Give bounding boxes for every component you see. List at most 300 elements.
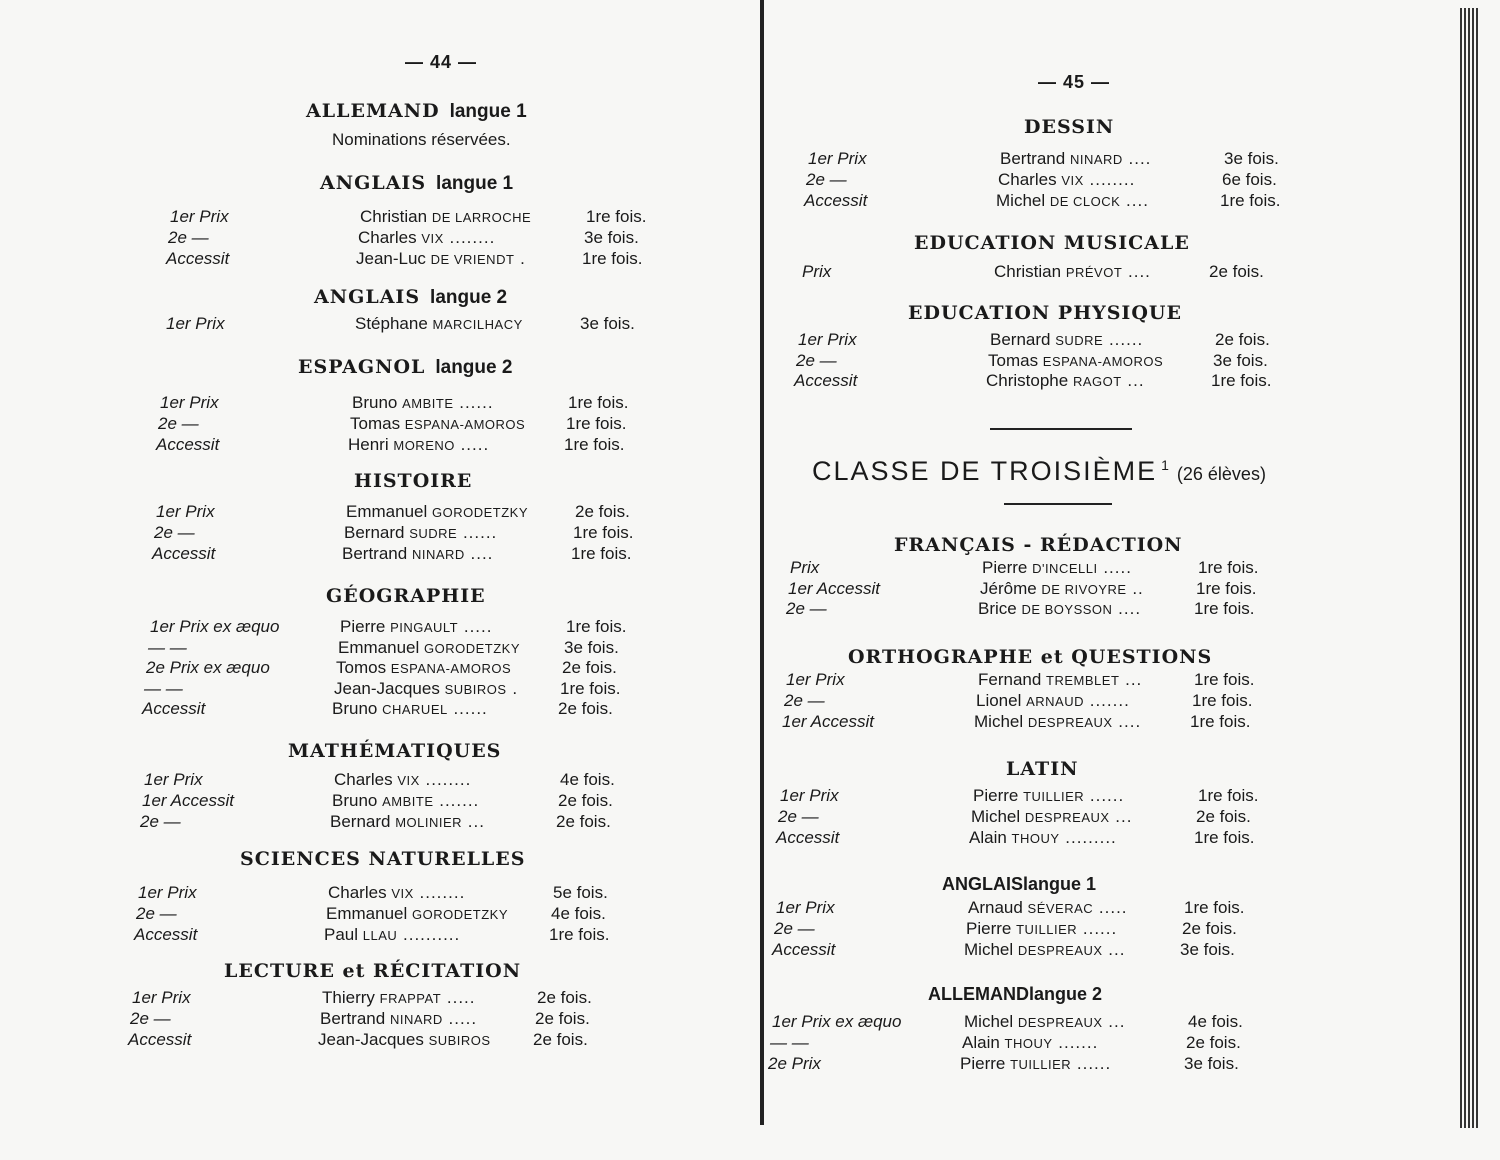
first-name: Arnaud [968, 898, 1028, 917]
times-count: 1re fois. [1198, 558, 1259, 577]
times-count: 1re fois. [568, 393, 629, 412]
leader-dots: ....... [1052, 1033, 1099, 1052]
section-title: GÉOGRAPHIE [326, 585, 486, 607]
last-name: SÉVERAC [1027, 901, 1094, 916]
leader-dots: .... [1112, 712, 1142, 731]
laureate-name [320, 1009, 477, 1029]
first-name: Charles [334, 770, 398, 789]
laureate-name [973, 786, 1124, 806]
leader-dots: ... [1102, 1012, 1126, 1031]
last-name: DESPREAUX [1024, 810, 1110, 825]
leader-dots: ...... [447, 699, 488, 718]
first-name: Pierre [966, 919, 1017, 938]
section-title: DESSIN [1024, 116, 1115, 138]
section-subtitle: langue 1 [449, 101, 527, 122]
footnote-mark: 1 [1161, 457, 1171, 473]
award-label: Prix [790, 558, 820, 577]
laureate-name [964, 940, 1125, 960]
laureate-name [324, 925, 460, 945]
laureate-name [334, 679, 518, 699]
section-heading [908, 302, 1182, 324]
first-name: Pierre [340, 617, 391, 636]
last-name: SUDRE [409, 526, 458, 541]
laureate-name [322, 988, 476, 1008]
award-label: Accessit [152, 544, 216, 563]
times-count: 3e fois. [584, 228, 639, 247]
laureate-name [960, 1054, 1111, 1074]
laureate-name [976, 691, 1130, 711]
class-title [812, 456, 1266, 487]
first-name: Bruno [332, 791, 383, 810]
leader-dots: ....... [433, 791, 480, 810]
leader-dots: ..... [1097, 558, 1132, 577]
last-name: MOLINIER [395, 815, 463, 830]
last-name: D'INCELLI [1032, 561, 1098, 576]
first-name: Michel [996, 191, 1050, 210]
page-number: — 45 — [1038, 72, 1111, 92]
award-label: 1er Prix [798, 330, 857, 349]
section-title: ESPAGNOL [298, 356, 426, 378]
laureate-name [350, 414, 525, 434]
times-count: 2e fois. [575, 502, 630, 521]
leader-dots: ... [1102, 940, 1126, 959]
laureate-name [358, 228, 495, 248]
first-name: Pierre [960, 1054, 1011, 1073]
laureate-name [342, 544, 493, 564]
last-name: VIX [391, 886, 414, 901]
leader-dots: ..... [454, 435, 490, 454]
first-name: Michel [964, 1012, 1018, 1031]
section-heading [314, 286, 507, 309]
first-name: Pierre [973, 786, 1024, 805]
first-name: Christophe [986, 371, 1073, 390]
times-count: 1re fois. [573, 523, 634, 542]
award-label: 2e — [784, 691, 825, 710]
laureate-name [332, 699, 488, 719]
award-label: 1er Prix [156, 502, 215, 521]
award-label: 2e — [806, 170, 847, 189]
last-name: FRAPPAT [379, 991, 442, 1006]
times-count: 2e fois. [556, 812, 611, 831]
section-title: SCIENCES NATURELLES [240, 848, 526, 870]
last-name: AMBITE [382, 794, 434, 809]
last-name: VIX [397, 773, 420, 788]
section-title: ANGLAIS [314, 286, 421, 308]
award-label: Accessit [772, 940, 836, 959]
award-label: 1er Accessit [142, 791, 234, 810]
award-label: 2e — [140, 812, 181, 831]
page-number: — 44 — [405, 52, 478, 72]
times-count: 2e fois. [533, 1030, 588, 1049]
first-name: Bertrand [342, 544, 412, 563]
laureate-name [988, 351, 1163, 371]
leader-dots: ... [1121, 371, 1145, 390]
laureate-name [986, 371, 1145, 391]
laureate-name [340, 617, 492, 637]
award-label: 1er Prix [780, 786, 839, 805]
section-heading [288, 740, 501, 762]
first-name: Emmanuel [338, 637, 424, 657]
right-page [768, 0, 1500, 1160]
award-label: 1er Prix [138, 883, 197, 902]
times-count: 6e fois. [1222, 170, 1277, 189]
laureate-name [1000, 149, 1151, 169]
first-name: Bernard [344, 523, 410, 542]
first-name: Christian [360, 207, 432, 226]
award-label: 1er Prix [776, 898, 835, 917]
award-label: 1er Prix ex æquo [772, 1012, 902, 1031]
leader-dots: ....... [1084, 691, 1130, 710]
section-title: ALLEMAND [306, 100, 440, 122]
first-name: Emmanuel [346, 502, 432, 521]
times-count: 2e fois. [1215, 330, 1270, 349]
laureate-name [969, 828, 1117, 848]
leader-dots: ..... [458, 617, 493, 636]
section-subtitle: langue 2 [430, 287, 508, 308]
leader-dots: .. [1126, 578, 1144, 598]
laureate-name [355, 314, 523, 334]
laureate-name [348, 435, 489, 455]
first-name: Tomos [336, 658, 391, 677]
last-name: PINGAULT [390, 620, 459, 635]
award-label: Accessit [156, 435, 220, 454]
last-name: LLAU [362, 928, 398, 943]
times-count: 1re fois. [1184, 898, 1245, 917]
last-name: SUBIROS [428, 1033, 491, 1048]
leader-dots: .... [464, 544, 494, 563]
last-name: MORENO [393, 438, 455, 453]
times-count: 1re fois. [549, 925, 610, 944]
last-name: TUILLIER [1010, 1057, 1072, 1072]
last-name: NINARD [411, 547, 465, 562]
section-heading [928, 984, 1102, 1005]
last-name: AMBITE [402, 396, 454, 411]
times-count: 3e fois. [580, 314, 635, 333]
section-heading [894, 534, 1183, 556]
first-name: Bertrand [1000, 149, 1070, 168]
first-name: Fernand [978, 670, 1047, 689]
first-name: Tomas [350, 414, 405, 433]
laureate-name [998, 170, 1135, 190]
laureate-name [990, 330, 1143, 350]
section-heading [914, 232, 1190, 254]
times-count: 1re fois. [1192, 691, 1253, 710]
award-label: 2e — [154, 523, 195, 542]
last-name: NINARD [1069, 152, 1123, 167]
section-title: ORTHOGRAPHE et QUESTIONS [848, 646, 1213, 668]
first-name: Brice [978, 599, 1022, 618]
first-name: Bertrand [320, 1009, 390, 1028]
last-name: TUILLIER [1023, 789, 1085, 804]
section-title: LECTURE et RÉCITATION [224, 960, 522, 982]
first-name: Alain [969, 828, 1012, 847]
section-title: HISTOIRE [354, 470, 473, 492]
laureate-name [346, 502, 528, 522]
last-name: GORODETZKY [423, 640, 520, 656]
times-count: 2e fois. [535, 1009, 590, 1028]
award-label: — — [148, 637, 187, 657]
first-name: Stéphane [355, 314, 433, 333]
leader-dots: ......... [1059, 828, 1117, 847]
laureate-name [326, 904, 508, 924]
leader-dots: .... [1122, 149, 1152, 168]
award-label: Accessit [142, 699, 206, 718]
last-name: THOUY [1011, 831, 1060, 846]
section-subtitle: langue 1 [436, 173, 514, 194]
award-label: 1er Prix [160, 393, 219, 412]
award-label: Prix [802, 262, 832, 281]
first-name: Lionel [976, 691, 1027, 710]
last-name: THOUY [1004, 1036, 1053, 1051]
first-name: Charles [358, 228, 422, 247]
award-label: 2e — [796, 350, 837, 370]
last-name: GORODETZKY [411, 907, 508, 922]
times-count: 1re fois. [1198, 786, 1259, 805]
last-name: PRÉVOT [1065, 265, 1123, 280]
laureate-name [330, 812, 485, 832]
leader-dots: ...... [1071, 1054, 1112, 1073]
times-count: 2e fois. [562, 658, 617, 677]
times-count: 3e fois. [564, 637, 619, 657]
leader-dots: ........ [443, 228, 496, 247]
laureate-name [334, 770, 471, 790]
laureate-name [964, 1012, 1125, 1032]
times-count: 4e fois. [560, 770, 615, 789]
times-count: 4e fois. [1188, 1012, 1243, 1031]
award-label: 2e — [130, 1009, 171, 1028]
last-name: VIX [1061, 173, 1084, 188]
times-count: 1re fois. [1196, 578, 1257, 598]
times-count: 1re fois. [566, 414, 627, 433]
last-name: DESPREAUX [1017, 1015, 1103, 1030]
leader-dots: ........ [1083, 170, 1136, 189]
leader-dots: ...... [1077, 919, 1118, 938]
laureate-name [974, 712, 1141, 732]
laureate-name [356, 249, 526, 269]
times-count: 2e fois. [558, 699, 613, 718]
laureate-name [971, 807, 1132, 827]
times-count: 1re fois. [1220, 191, 1281, 210]
leader-dots: ...... [1103, 330, 1144, 349]
first-name: Michel [974, 712, 1028, 731]
last-name: TREMBLET [1046, 673, 1120, 688]
leader-dots: .... [1112, 599, 1142, 618]
leader-dots: ...... [457, 523, 498, 542]
award-label: 2e — [136, 904, 177, 923]
leader-dots: ........ [413, 883, 466, 902]
leader-dots: ..... [442, 1009, 478, 1028]
last-name: GORODETZKY [431, 505, 528, 520]
last-name: NINARD [389, 1012, 443, 1027]
laureate-name [328, 883, 465, 903]
award-label: 1er Prix [132, 988, 191, 1007]
section-title: ANGLAIS [942, 874, 1023, 894]
first-name: Charles [998, 170, 1062, 189]
leader-dots: ... [462, 812, 485, 831]
last-name: CHARUEL [382, 702, 448, 717]
award-label: Accessit [776, 828, 840, 847]
times-count: 1re fois. [1190, 712, 1251, 731]
times-count: 2e fois. [1186, 1033, 1241, 1052]
section-title: LATIN [1006, 758, 1079, 780]
section-title: EDUCATION PHYSIQUE [908, 302, 1182, 324]
leader-dots: .... [1122, 262, 1151, 281]
leader-dots: . [514, 249, 526, 268]
divider-rule [990, 428, 1132, 430]
first-name: Pierre [982, 558, 1033, 577]
laureate-name [332, 791, 479, 811]
last-name: MARCILHACY [432, 317, 523, 332]
last-name: ESPANA-AMOROS [1042, 353, 1164, 369]
leader-dots: .......... [397, 925, 461, 944]
award-label: 1er Accessit [788, 578, 880, 598]
first-name: Bruno [352, 393, 403, 412]
times-count: 2e fois. [1209, 262, 1264, 281]
section-heading [298, 356, 512, 379]
times-count: 1re fois. [564, 435, 625, 454]
laureate-name [980, 579, 1144, 599]
award-label: 1er Prix [170, 207, 229, 226]
last-name: ARNAUD [1026, 694, 1085, 709]
first-name: Jérôme [980, 578, 1042, 598]
times-count: 5e fois. [553, 883, 608, 902]
section-heading [326, 585, 486, 607]
leader-dots: ... [1109, 807, 1133, 826]
section-heading [240, 848, 526, 870]
award-label: 2e — [158, 414, 199, 433]
first-name: Michel [971, 807, 1025, 826]
leader-dots: ..... [1093, 898, 1128, 917]
section-subtitle: langue 2 [435, 357, 513, 378]
times-count: 1re fois. [571, 544, 632, 563]
page-gutter [760, 0, 764, 1125]
times-count: 2e fois. [558, 791, 613, 810]
leader-dots: ...... [1084, 786, 1125, 805]
leader-dots: ... [1119, 670, 1143, 689]
laureate-name [978, 670, 1142, 690]
laureate-name [338, 638, 520, 658]
times-count: 1re fois. [586, 207, 647, 226]
section-title: FRANÇAIS - RÉDACTION [894, 534, 1183, 556]
section-heading [224, 960, 521, 982]
section-note: Nominations réservées. [332, 130, 511, 149]
section-title: MATHÉMATIQUES [288, 740, 502, 762]
leader-dots: ........ [419, 770, 472, 789]
laureate-name [982, 558, 1132, 578]
last-name: ESPANA-AMOROS [390, 661, 512, 676]
last-name: DESPREAUX [1027, 715, 1113, 730]
last-name: TUILLIER [1016, 922, 1078, 937]
first-name: Bernard [990, 330, 1056, 349]
times-count: 1re fois. [1194, 828, 1255, 847]
first-name: Christian [994, 262, 1066, 281]
award-label: 2e — [774, 919, 815, 938]
section-heading [306, 100, 527, 123]
award-label: 2e — [168, 228, 209, 247]
class-count: (26 élèves) [1176, 464, 1266, 484]
laureate-name [966, 919, 1117, 939]
laureate-name [336, 658, 511, 678]
last-name: DE BOYSSON [1021, 602, 1113, 617]
leader-dots: . [506, 678, 519, 698]
last-name: DE CLOCK [1049, 194, 1121, 209]
class-title-text: CLASSE DE TROISIÈME [812, 456, 1158, 486]
award-label: — — [770, 1033, 809, 1052]
award-label: Accessit [128, 1030, 192, 1049]
last-name: DESPREAUX [1017, 943, 1103, 958]
laureate-name [318, 1030, 491, 1050]
first-name: Bruno [332, 699, 383, 718]
section-heading [1006, 758, 1078, 780]
section-heading [354, 470, 472, 492]
award-label: Accessit [804, 191, 868, 210]
award-label: 1er Prix [166, 314, 225, 333]
first-name: Michel [964, 940, 1018, 959]
laureate-name [996, 191, 1149, 211]
section-title: ANGLAIS [320, 172, 427, 194]
last-name: VIX [421, 231, 444, 246]
award-label: 2e — [778, 807, 819, 826]
section-title: ALLEMAND [928, 984, 1029, 1004]
divider-rule [1004, 503, 1112, 505]
award-label: 1er Prix [786, 670, 845, 689]
times-count: 1re fois. [560, 678, 621, 698]
first-name: Jean-Jacques [318, 1030, 429, 1049]
last-name: ESPANA-AMOROS [404, 417, 526, 432]
first-name: Charles [328, 883, 392, 902]
last-name: DE LARROCHE [431, 210, 532, 225]
award-label: Accessit [166, 249, 230, 268]
first-name: Jean-Jacques [334, 678, 445, 698]
award-label: Accessit [134, 925, 198, 944]
times-count: 3e fois. [1224, 149, 1279, 168]
section-subtitle: langue 2 [1029, 984, 1103, 1004]
times-count: 1re fois. [1194, 670, 1255, 689]
last-name: DE VRIENDT [430, 252, 515, 267]
section-heading [942, 874, 1096, 895]
section-heading [848, 646, 1212, 668]
laureate-name [968, 898, 1128, 918]
first-name: Thierry [322, 988, 380, 1007]
award-label: 2e Prix [768, 1054, 821, 1073]
last-name: RAGOT [1072, 374, 1122, 389]
laureate-name [994, 262, 1151, 282]
times-count: 1re fois. [1194, 599, 1255, 618]
times-count: 2e fois. [537, 988, 592, 1007]
award-label: 1er Prix ex æquo [150, 617, 280, 636]
section-subtitle: langue 1 [1023, 874, 1097, 894]
last-name: SUBIROS [444, 681, 507, 697]
first-name: Bernard [330, 812, 396, 831]
first-name: Henri [348, 435, 394, 454]
award-label: 2e Prix ex æquo [146, 658, 270, 677]
times-count: 3e fois. [1180, 940, 1235, 959]
leader-dots: .... [1120, 191, 1149, 210]
times-count: 2e fois. [1182, 919, 1237, 938]
laureate-name [344, 523, 497, 543]
last-name: SUDRE [1055, 333, 1104, 348]
first-name: Tomas [988, 350, 1043, 370]
times-count: 1re fois. [1211, 371, 1272, 390]
award-label: 1er Prix [808, 149, 867, 168]
times-count: 1re fois. [566, 617, 627, 636]
section-heading [320, 172, 513, 195]
award-label: 1er Prix [144, 770, 203, 789]
laureate-name [978, 599, 1141, 619]
first-name: Paul [324, 925, 363, 944]
section-title: EDUCATION MUSICALE [914, 232, 1190, 254]
award-label: 2e — [786, 599, 827, 618]
